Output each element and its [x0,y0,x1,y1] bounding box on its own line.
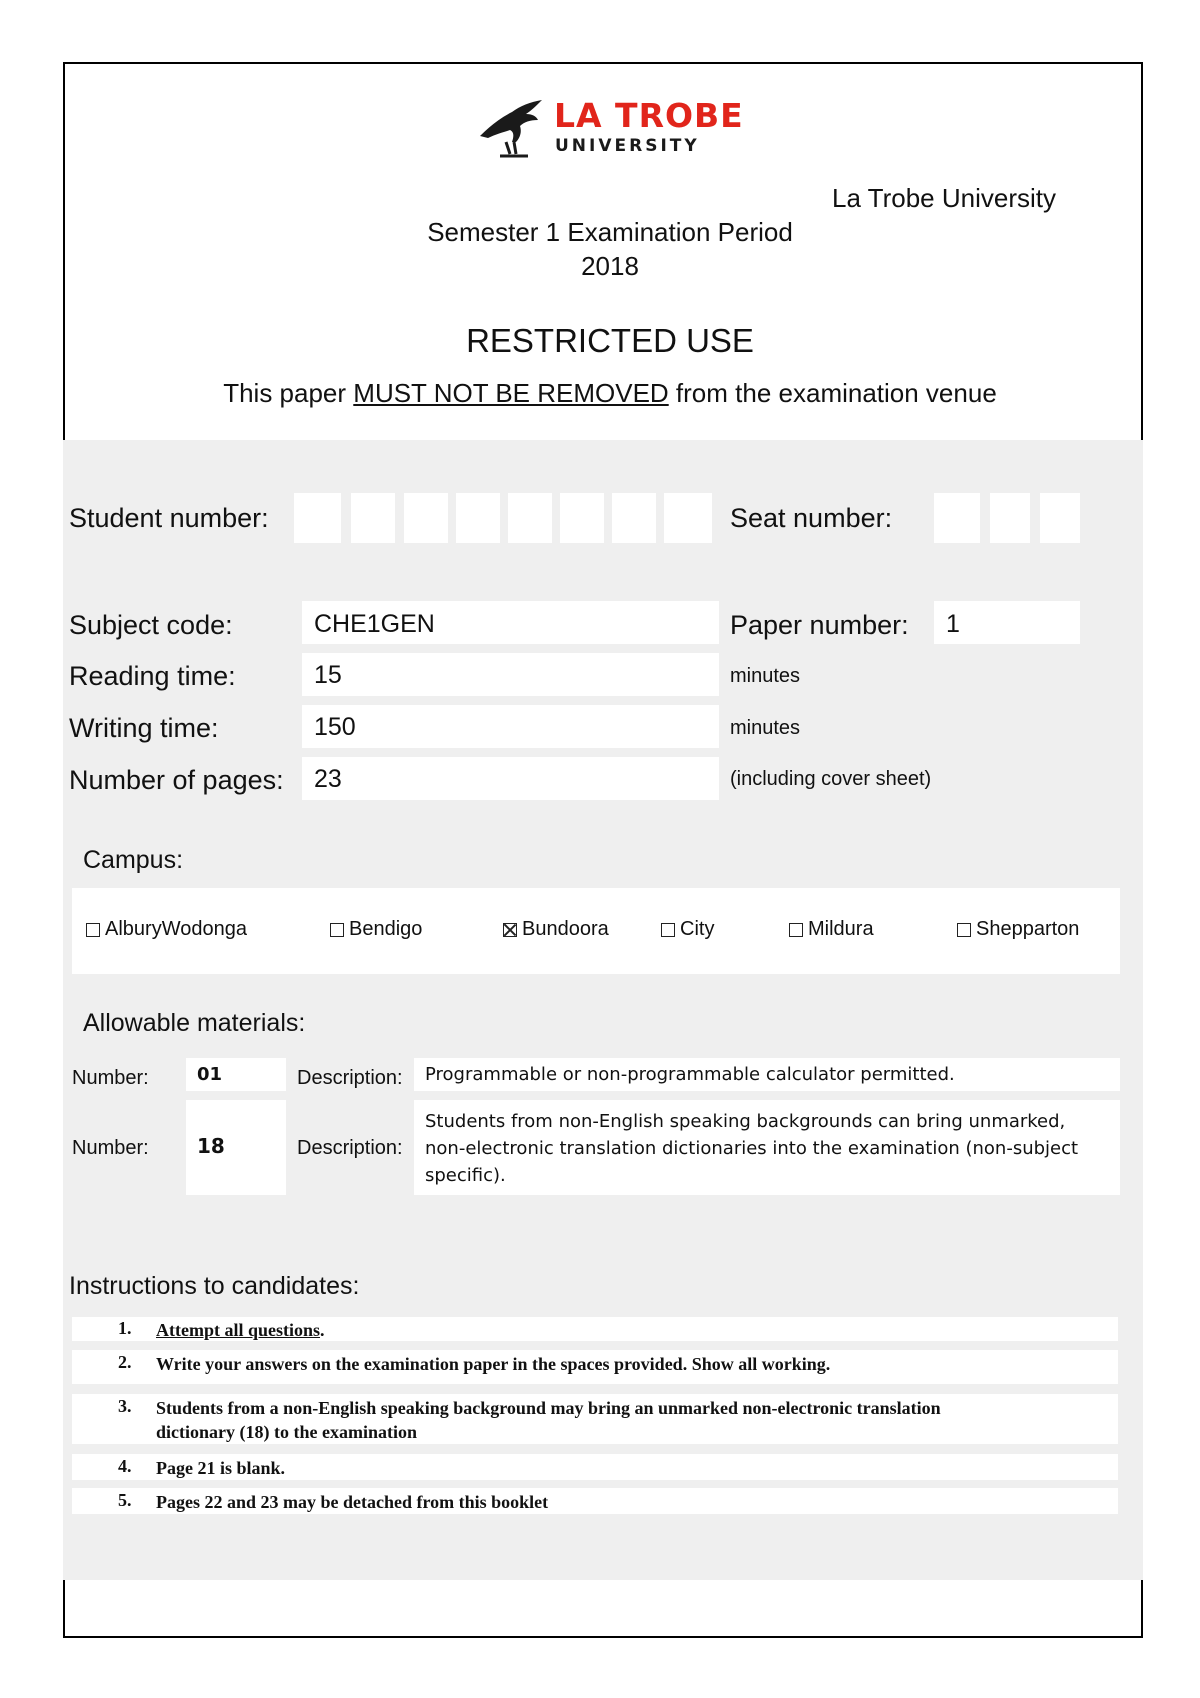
seat-number-label: Seat number: [730,503,893,533]
instruction-number: 2. [118,1352,132,1372]
subject-code-value: CHE1GEN [314,610,435,638]
instruction-number: 4. [118,1456,132,1476]
student-number-digit-box[interactable] [508,493,552,543]
student-number-digit-box[interactable] [560,493,604,543]
instruction-text [156,1318,325,1342]
notice-emphasis: MUST NOT BE REMOVED [353,378,669,408]
reading-time-label: Reading time: [69,661,236,691]
campus-option-alburywodonga[interactable] [86,918,247,941]
exam-period [300,215,920,283]
instruction-line: dictionary (18) to the examination [156,1422,417,1442]
campus-option-label: AlburyWodonga [105,918,247,940]
instruction-text [156,1396,941,1444]
checkbox-icon[interactable] [661,923,675,937]
campus-option-label: Mildura [808,918,874,940]
material-description-label: Description: [297,1137,403,1159]
exam-period-title: Semester 1 Examination Period [427,217,793,247]
campus-option-bendigo[interactable] [330,918,422,941]
eagle-logo-icon [476,96,546,160]
writing-time-field [302,705,719,748]
instruction-number: 1. [118,1318,132,1338]
reading-time-unit: minutes [730,665,801,687]
instruction-emphasis: Attempt all questions [156,1320,321,1340]
reading-time-value: 15 [314,661,342,689]
material-description-label: Description: [297,1067,403,1089]
checkbox-icon[interactable] [86,923,100,937]
student-number-digit-box[interactable] [664,493,712,543]
notice-post: from the examination venue [668,378,997,408]
paper-number-value: 1 [946,610,960,638]
removal-notice [150,378,1070,409]
student-number-digit-box[interactable] [456,493,500,543]
campus-option-shepparton[interactable] [957,918,1079,941]
pages-label: Number of pages: [69,765,284,795]
student-number-label: Student number: [69,503,269,533]
seat-number-digit-box[interactable] [934,493,980,543]
campus-option-label: City [680,918,715,940]
campus-option-label: Bundoora [522,918,609,940]
instruction-suffix: . [320,1320,325,1340]
description-line: Students from non-English speaking backgrounds can bring unmarked, [425,1111,1066,1132]
instruction-number: 3. [118,1396,132,1416]
subject-code-label: Subject code: [69,610,233,640]
instruction-text: Pages 22 and 23 may be detached from this booklet [156,1492,549,1512]
material-description-value [425,1108,1078,1189]
student-number-digit-box[interactable] [612,493,656,543]
notice-pre: This paper [223,378,354,408]
logo-subtitle: UNIVERSITY [555,136,700,156]
restricted-use-heading: RESTRICTED USE [466,322,754,359]
instruction-text: Page 21 is blank. [156,1458,286,1478]
seat-number-digit-box[interactable] [1040,493,1080,543]
material-number-label: Number: [72,1137,149,1159]
pages-value: 23 [314,765,342,793]
pages-field [302,757,719,800]
checkbox-icon[interactable] [330,923,344,937]
instruction-text: Write your answers on the examination paper in the spaces provided. Show all working. [156,1354,831,1374]
instruction-number: 5. [118,1490,132,1510]
description-line: specific). [425,1165,506,1186]
checked-checkbox-icon[interactable] [503,923,517,937]
pages-note: (including cover sheet) [730,768,932,790]
reading-time-field [302,653,719,696]
campus-option-city[interactable] [661,918,714,941]
instructions-label: Instructions to candidates: [69,1272,360,1300]
student-number-digit-box[interactable] [351,493,395,543]
writing-time-value: 150 [314,713,356,741]
checkbox-icon[interactable] [789,923,803,937]
university-logo [476,96,746,160]
checkbox-icon[interactable] [957,923,971,937]
campus-option-label: Shepparton [976,918,1080,940]
writing-time-unit: minutes [730,717,801,739]
material-description-value: Programmable or non-programmable calculator permitted. [425,1064,955,1085]
logo-wordmark: LA TROBE [554,96,744,135]
campus-label: Campus: [83,846,184,874]
materials-label: Allowable materials: [83,1009,306,1037]
instruction-line: Students from a non-English speaking background may bring an unmarked non-electronic translation [156,1398,941,1418]
exam-period-year: 2018 [581,251,639,281]
material-number-value: 18 [197,1134,225,1158]
writing-time-label: Writing time: [69,713,219,743]
campus-option-mildura[interactable] [789,918,874,941]
seat-number-digit-box[interactable] [990,493,1030,543]
campus-option-bundoora[interactable] [503,918,609,941]
student-number-digit-box[interactable] [294,493,341,543]
campus-option-label: Bendigo [349,918,423,940]
material-number-value: 01 [197,1064,223,1085]
description-line: non-electronic translation dictionaries into the examination (non-subject [425,1138,1079,1159]
university-name: La Trobe University [832,183,1056,213]
paper-number-label: Paper number: [730,610,909,640]
student-number-digit-box[interactable] [404,493,448,543]
material-number-label: Number: [72,1067,149,1089]
